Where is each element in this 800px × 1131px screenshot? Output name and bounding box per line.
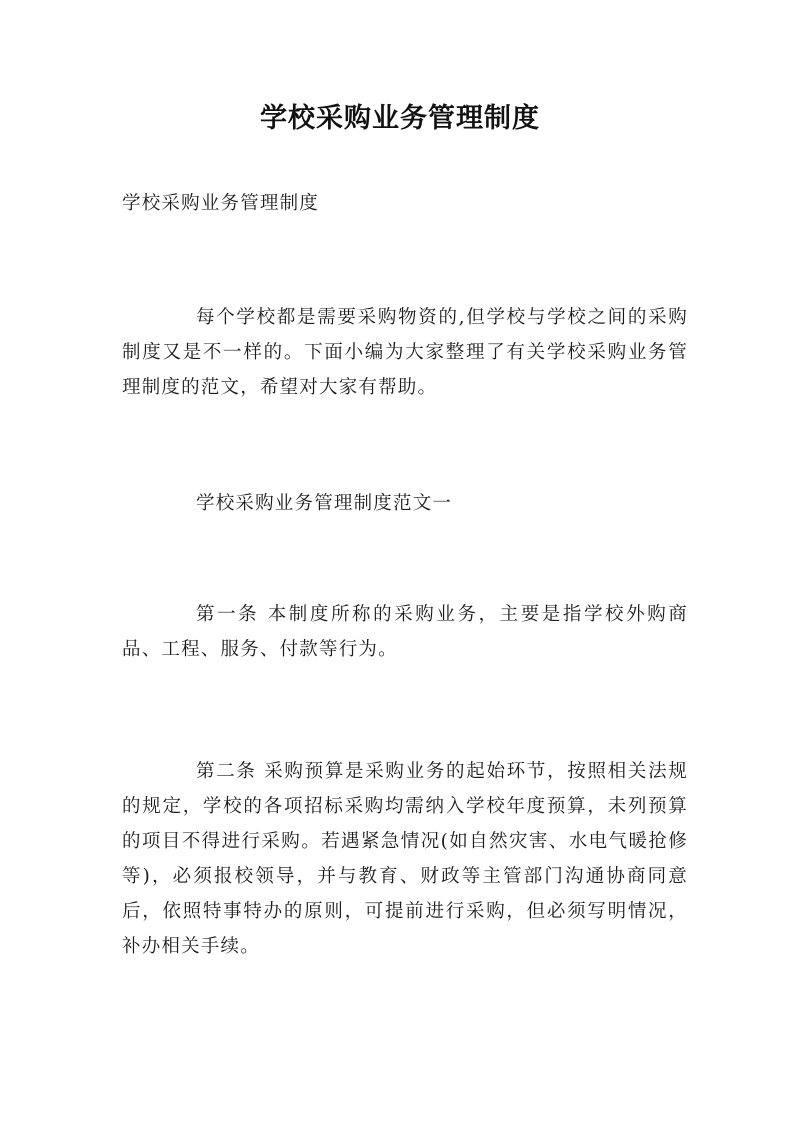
document-subtitle: 学校采购业务管理制度 [122,193,320,214]
document-title: 学校采购业务管理制度 [260,103,540,134]
article-1-paragraph: 第一条 本制度所称的采购业务，主要是指学校外购商品、工程、服务、付款等行为。 [122,604,688,660]
section-heading: 学校采购业务管理制度范文一 [196,493,453,514]
intro-paragraph: 每个学校都是需要采购物资的,但学校与学校之间的采购制度又是不一样的。下面小编为大家整理了有关学校采购业务管理制度的范文，希望对大家有帮助。 [122,307,688,398]
article-2-paragraph: 第二条 采购预算是采购业务的起始环节，按照相关法规的规定，学校的各项招标采购均需纳入学校年度预算，未列预算的项目不得进行采购。若遇紧急情况(如自然灾害、水电气暖抢修等)，必须报校领导，并与教育、财政等主管部门沟通协商同意后，依照特事特办的原则，可提前进行采购，但必须写明情况，补办相关手续。 [122,761,688,957]
